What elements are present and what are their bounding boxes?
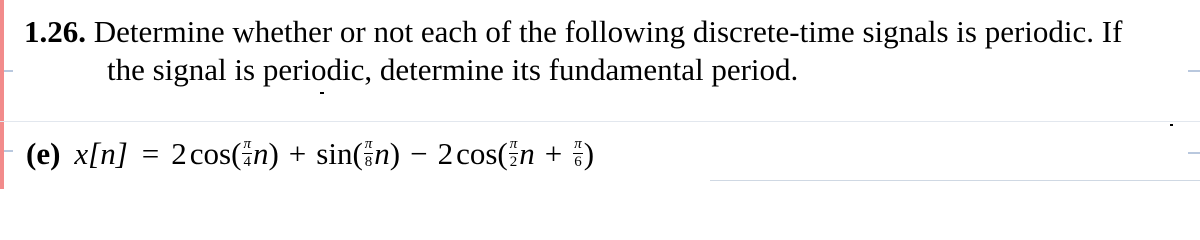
equals-sign: = [141, 136, 160, 171]
divider-rule [0, 121, 1200, 122]
margin-tick [4, 150, 13, 152]
problem-number: 1.26. [24, 14, 86, 49]
fraction-numerator: π [574, 135, 582, 152]
fraction [509, 137, 519, 170]
problem-text-line1: Determine whether or not each of the following discrete-time signals is periodic. If [93, 14, 1123, 49]
plus-sign: + [544, 136, 563, 171]
divider-rule [710, 180, 1200, 181]
equation-row [26, 130, 594, 178]
variable: n [374, 136, 390, 171]
close-paren: ) [583, 136, 595, 171]
equation-lhs: x[n] [74, 136, 128, 171]
fraction [364, 137, 374, 170]
sin-function: sin( [316, 136, 363, 171]
problem-statement-line2 [107, 50, 798, 90]
fraction-denominator: 6 [574, 153, 582, 170]
fraction-numerator: π [364, 135, 373, 152]
coefficient: 2 [171, 136, 187, 171]
plus-sign: + [288, 136, 307, 171]
problem-statement-line1 [24, 12, 1122, 52]
variable: n [519, 136, 535, 171]
margin-tick [4, 70, 13, 72]
coefficient: 2 [437, 136, 454, 171]
margin-tick [1188, 152, 1200, 154]
scan-mark [1170, 124, 1173, 126]
fraction-denominator: 2 [509, 153, 518, 170]
variable: n [252, 136, 269, 171]
fraction-numerator: π [243, 135, 251, 152]
margin-bar [0, 0, 4, 189]
cos-function: cos( [189, 136, 242, 171]
fraction-denominator: 8 [364, 153, 373, 170]
close-paren: ) [389, 136, 401, 171]
fraction [573, 137, 583, 170]
fraction [242, 137, 252, 170]
problem-text-line2: the signal is periodic, determine its fundamental period. [107, 52, 799, 87]
fraction-numerator: π [509, 135, 518, 152]
margin-tick [1188, 70, 1200, 72]
scan-mark [320, 92, 324, 94]
close-paren: ) [268, 136, 279, 171]
minus-sign: − [410, 136, 428, 171]
fraction-denominator: 4 [243, 153, 251, 170]
cos-function: cos( [456, 136, 508, 171]
part-label: (e) [26, 136, 61, 171]
